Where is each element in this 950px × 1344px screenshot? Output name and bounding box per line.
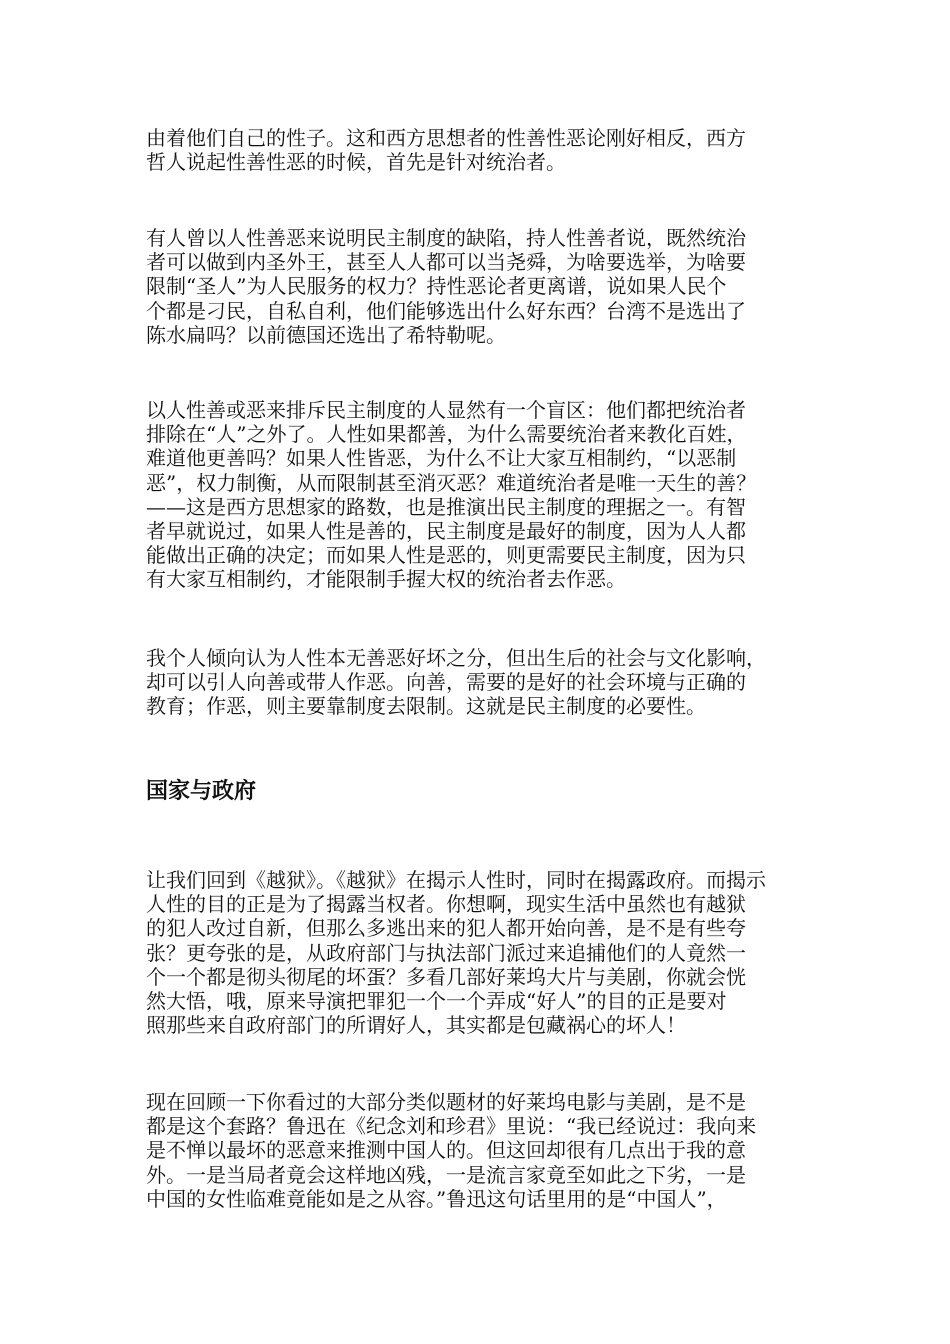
text-line: 我个人倾向认为人性本无善恶好坏之分，但出生后的社会与文化影响， bbox=[146, 646, 766, 670]
text-line: 的犯人改过自新，但那么多逃出来的犯人都开始向善，是不是有些夸 bbox=[146, 916, 746, 941]
section-heading: 国家与政府 bbox=[146, 779, 257, 804]
text-line: 有人曾以人性善恶来说明民主制度的缺陷，持人性善者说，既然统治 bbox=[146, 226, 746, 250]
paragraph-5 bbox=[146, 868, 826, 1037]
text-line: 人性的目的正是为了揭露当权者。你想啊，现实生活中虽然也有越狱 bbox=[146, 892, 746, 917]
text-line: 教育；作恶，则主要靠制度去限制。这就是民主制度的必要性。 bbox=[146, 694, 706, 719]
text-line: 个一个都是彻头彻尾的坏蛋？多看几部好莱坞大片与美剧，你就会恍 bbox=[146, 964, 746, 989]
text-line: 以人性善或恶来排斥民主制度的人显然有一个盲区：他们都把统治者 bbox=[146, 398, 746, 422]
text-line: 能做出正确的决定；而如果人性是恶的，则更需要民主制度，因为只 bbox=[146, 543, 746, 568]
text-line: 陈水扁吗？以前德国还选出了希特勒呢。 bbox=[146, 322, 506, 347]
text-line: 让我们回到《越狱》。《越狱》在揭示人性时，同时在揭露政府。而揭示 bbox=[146, 868, 766, 892]
text-line: 恶”，权力制衡，从而限制甚至消灭恶？难道统治者是唯一天生的善？ bbox=[146, 470, 757, 495]
text-line: 者早就说过，如果人性是善的，民主制度是最好的制度，因为人人都 bbox=[146, 519, 746, 544]
text-line: 哲人说起性善性恶的时候，首先是针对统治者。 bbox=[146, 150, 566, 175]
text-line: 照那些来自政府部门的所谓好人，其实都是包藏祸心的坏人！ bbox=[146, 1013, 686, 1038]
text-line: 现在回顾一下你看过的大部分类似题材的好莱坞电影与美剧，是不是 bbox=[146, 1090, 746, 1114]
text-line: ——这是西方思想家的路数，也是推演出民主制度的理据之一。有智 bbox=[146, 494, 746, 519]
paragraph-2 bbox=[146, 226, 826, 347]
text-line: 个都是刁民，自私自利，他们能够选出什么好东西？台湾不是选出了 bbox=[146, 298, 746, 323]
text-line: 者可以做到内圣外王，甚至人人都可以当尧舜，为啥要选举，为啥要 bbox=[146, 250, 746, 275]
text-line: 然大悟，哦，原来导演把罪犯一个一个弄成“好人”的目的正是要对 bbox=[146, 989, 727, 1014]
text-line: 都是这个套路？鲁迅在《纪念刘和珍君》里说：“我已经说过：我向来 bbox=[146, 1114, 757, 1139]
text-line: 却可以引人向善或带人作恶。向善，需要的是好的社会环境与正确的 bbox=[146, 670, 746, 695]
paragraph-3 bbox=[146, 398, 826, 592]
paragraph-4 bbox=[146, 646, 826, 719]
text-line: 是不惮以最坏的恶意来推测中国人的。但这回却很有几点出于我的意 bbox=[146, 1138, 746, 1163]
text-line: 难道他更善吗？如果人性皆恶，为什么不让大家互相制约，“以恶制 bbox=[146, 446, 737, 471]
text-line: 排除在“人”之外了。人性如果都善，为什么需要统治者来教化百姓， bbox=[146, 422, 747, 447]
text-line: 外。一是当局者竟会这样地凶残，一是流言家竟至如此之下劣，一是 bbox=[146, 1162, 746, 1187]
text-line: 有大家互相制约，才能限制手握大权的统治者去作恶。 bbox=[146, 567, 626, 592]
paragraph-1 bbox=[146, 126, 826, 174]
text-line: 限制“圣人”为人民服务的权力？持性恶论者更离谱，说如果人民个 bbox=[146, 274, 727, 299]
paragraph-6 bbox=[146, 1090, 826, 1211]
text-line: 中国的女性临难竟能如是之从容。”鲁迅这句话里用的是“中国人”， bbox=[146, 1186, 727, 1211]
text-line: 由着他们自己的性子。这和西方思想者的性善性恶论刚好相反，西方 bbox=[146, 126, 746, 150]
text-line: 张？更夸张的是，从政府部门与执法部门派过来追捕他们的人竟然一 bbox=[146, 940, 746, 965]
